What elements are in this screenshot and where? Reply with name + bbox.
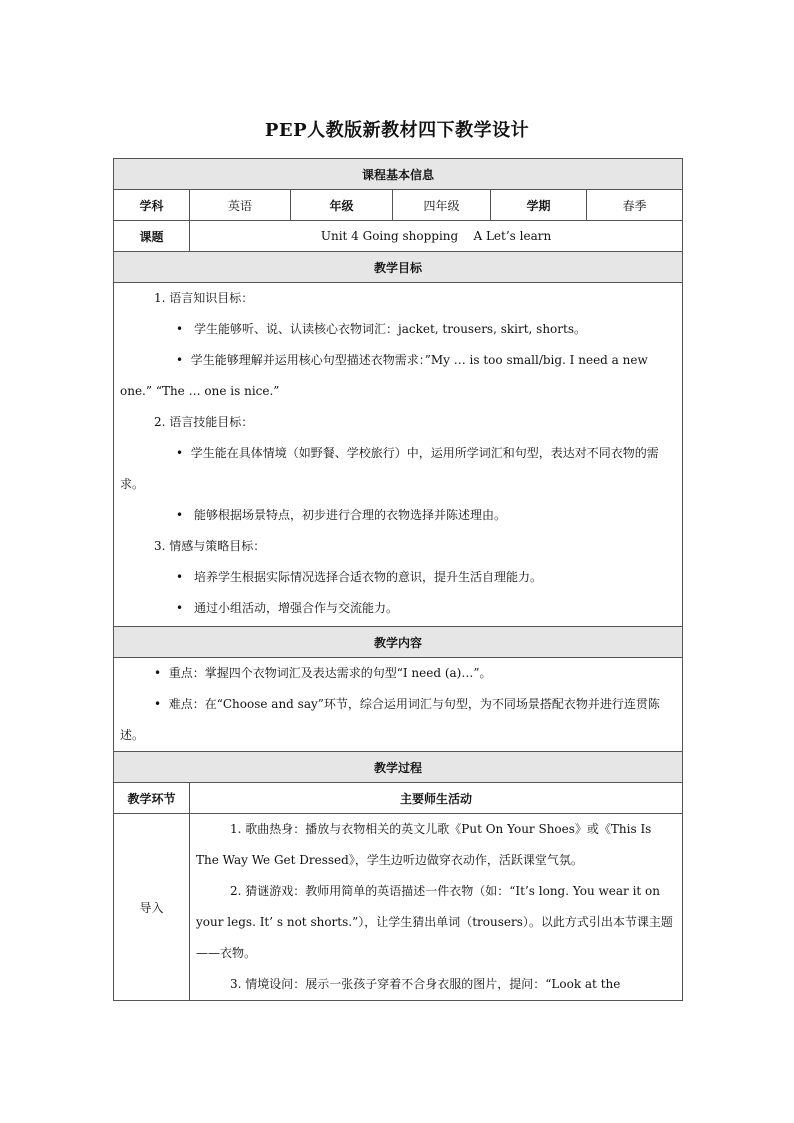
list-item: • 培养学生根据实际情况选择合适衣物的意识，提升生活自理能力。 (176, 570, 543, 584)
list-item: • 通过小组活动，增强合作与交流能力。 (176, 601, 399, 615)
term-label: 学期 (491, 190, 587, 221)
term-value: 春季 (587, 190, 683, 221)
skill-goal-title: 2. 语言技能目标： (154, 415, 254, 429)
topic-label: 课题 (114, 221, 190, 252)
difficult-point: • 难点：在“Choose and say”环节，综合运用词汇与句型，为不同场景搭配衣物并进行连贯陈述。 (120, 697, 660, 742)
list-item: 1. 歌曲热身：播放与衣物相关的英文儿歌《Put On Your Shoes》或《This Is The Way We Get Dressed》，学生边听边做穿衣动作，活跃课堂气氛。 (196, 822, 652, 867)
list-item: • 学生能在具体情境（如野餐、学校旅行）中，运用所学词汇和句型，表达对不同衣物的需求。 (120, 446, 659, 491)
objectives-header: 教学目标 (114, 252, 683, 283)
list-item: • 学生能够理解并运用核心句型描述衣物需求：”My … is too small/big. I need a new one.” “The … one is nice.” (120, 353, 648, 398)
document-title: PEP人教版新教材四下教学设计 (264, 120, 530, 141)
subject-label: 学科 (114, 190, 190, 221)
content-body (114, 658, 683, 752)
list-item: • 能够根据场景特点，初步进行合理的衣物选择并陈述理由。 (176, 508, 507, 522)
topic-value: Unit 4 Going shopping A Let’s learn (190, 221, 683, 252)
list-item: 2. 猜谜游戏：教师用简单的英语描述一件衣物（如：“It’s long. You wear it on your legs. It’ s not shorts.”），让学生猜出单词（trousers）。以此方式引出本节课主题——衣物。 (196, 884, 673, 960)
objectives-body (114, 283, 683, 627)
key-point: • 重点：掌握四个衣物词汇及表达需求的句型“I need (a)…”。 (154, 666, 492, 680)
intro-activities (190, 814, 683, 1001)
list-item: • 学生能够听、说、认读核心衣物词汇：jacket, trousers, skirt, shorts。 (176, 322, 586, 336)
list-item: 3. 情境设问：展示一张孩子穿着不合身衣服的图片，提问：“Look at the (230, 977, 621, 991)
emotion-goal-title: 3. 情感与策略目标： (154, 539, 266, 553)
knowledge-goal-title: 1. 语言知识目标： (154, 291, 254, 305)
basic-info-header: 课程基本信息 (114, 159, 683, 190)
content-header: 教学内容 (114, 627, 683, 658)
grade-label: 年级 (291, 190, 393, 221)
stage-intro: 导入 (114, 814, 190, 1001)
process-header: 教学过程 (114, 752, 683, 783)
grade-value: 四年级 (393, 190, 491, 221)
lesson-plan-table (113, 158, 683, 1001)
stage-column-header: 教学环节 (114, 783, 190, 814)
activity-column-header: 主要师生活动 (190, 783, 683, 814)
subject-value: 英语 (190, 190, 291, 221)
